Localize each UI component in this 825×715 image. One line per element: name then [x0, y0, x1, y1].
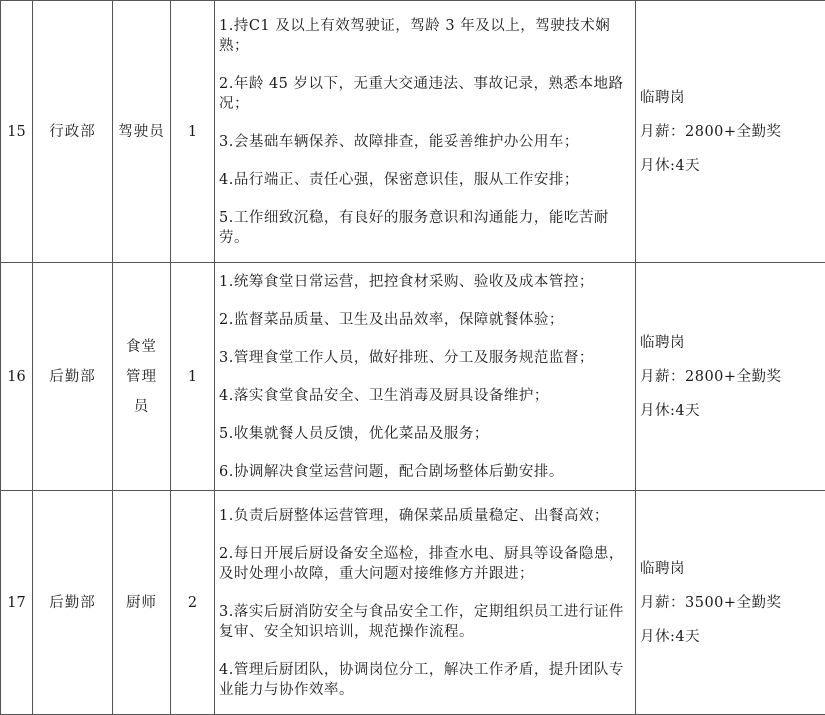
requirement-item: 1.统筹食堂日常运营，把控食材采购、验收及成本管控；: [219, 272, 631, 292]
headcount-cell: 1: [171, 1, 215, 263]
row-number: 15: [1, 1, 33, 263]
department-cell: 后勤部: [33, 263, 113, 491]
headcount-cell: 2: [171, 491, 215, 715]
row-number: 16: [1, 263, 33, 491]
monthly-salary: 月薪：2800+全勤奖: [640, 367, 825, 387]
requirement-item: 6.协调解决食堂运营问题，配合剧场整体后勤安排。: [219, 462, 631, 482]
headcount-cell: 1: [171, 263, 215, 491]
salary-cell: [636, 263, 825, 491]
job-type: 临聘岗: [640, 333, 825, 353]
salary-cell: [636, 491, 825, 715]
requirement-item: 1.负责后厨整体运营管理，确保菜品质量稳定、出餐高效；: [219, 506, 631, 526]
table-row: [1, 1, 825, 263]
requirement-item: 5.工作细致沉稳，有良好的服务意识和沟通能力，能吃苦耐劳。: [219, 208, 631, 248]
job-type: 临聘岗: [640, 88, 825, 108]
requirement-item: 1.持C1 及以上有效驾驶证，驾龄 3 年及以上，驾驶技术娴熟；: [219, 16, 631, 56]
requirement-item: 3.会基础车辆保养、故障排查，能妥善维护办公用车；: [219, 132, 631, 152]
job-type: 临聘岗: [640, 559, 825, 579]
requirement-item: 4.管理后厨团队，协调岗位分工，解决工作矛盾，提升团队专业能力与协作效率。: [219, 660, 631, 700]
requirements-cell: [215, 491, 636, 715]
monthly-rest: 月休:4天: [640, 156, 825, 176]
table-row: [1, 491, 825, 715]
requirements-cell: [215, 1, 636, 263]
requirement-item: 3.管理食堂工作人员，做好排班、分工及服务规范监督；: [219, 348, 631, 368]
department-cell: 后勤部: [33, 491, 113, 715]
requirement-item: 5.收集就餐人员反馈，优化菜品及服务；: [219, 424, 631, 444]
monthly-rest: 月休:4天: [640, 627, 825, 647]
requirement-item: 2.监督菜品质量、卫生及出品效率，保障就餐体验；: [219, 310, 631, 330]
requirement-item: 4.品行端正、责任心强，保密意识佳，服从工作安排；: [219, 170, 631, 190]
department-cell: 行政部: [33, 1, 113, 263]
requirement-item: 4.落实食堂食品安全、卫生消毒及厨具设备维护；: [219, 386, 631, 406]
table-row: [1, 263, 825, 491]
position-cell: 厨师: [113, 491, 171, 715]
position-label: 食堂管理员: [120, 332, 164, 422]
monthly-salary: 月薪：3500+全勤奖: [640, 593, 825, 613]
salary-cell: [636, 1, 825, 263]
position-cell: 驾驶员: [113, 1, 171, 263]
requirement-item: 3.落实后厨消防安全与食品安全工作，定期组织员工进行证件复审、安全知识培训，规范操作流程。: [219, 602, 631, 642]
requirement-item: 2.每日开展后厨设备安全巡检，排查水电、厨具等设备隐患，及时处理小故障，重大问题对接维修方并跟进；: [219, 544, 631, 584]
requirement-item: 2.年龄 45 岁以下，无重大交通违法、事故记录，熟悉本地路况；: [219, 74, 631, 114]
row-number: 17: [1, 491, 33, 715]
position-cell: [113, 263, 171, 491]
monthly-rest: 月休:4天: [640, 401, 825, 421]
monthly-salary: 月薪：2800+全勤奖: [640, 122, 825, 142]
requirements-cell: [215, 263, 636, 491]
